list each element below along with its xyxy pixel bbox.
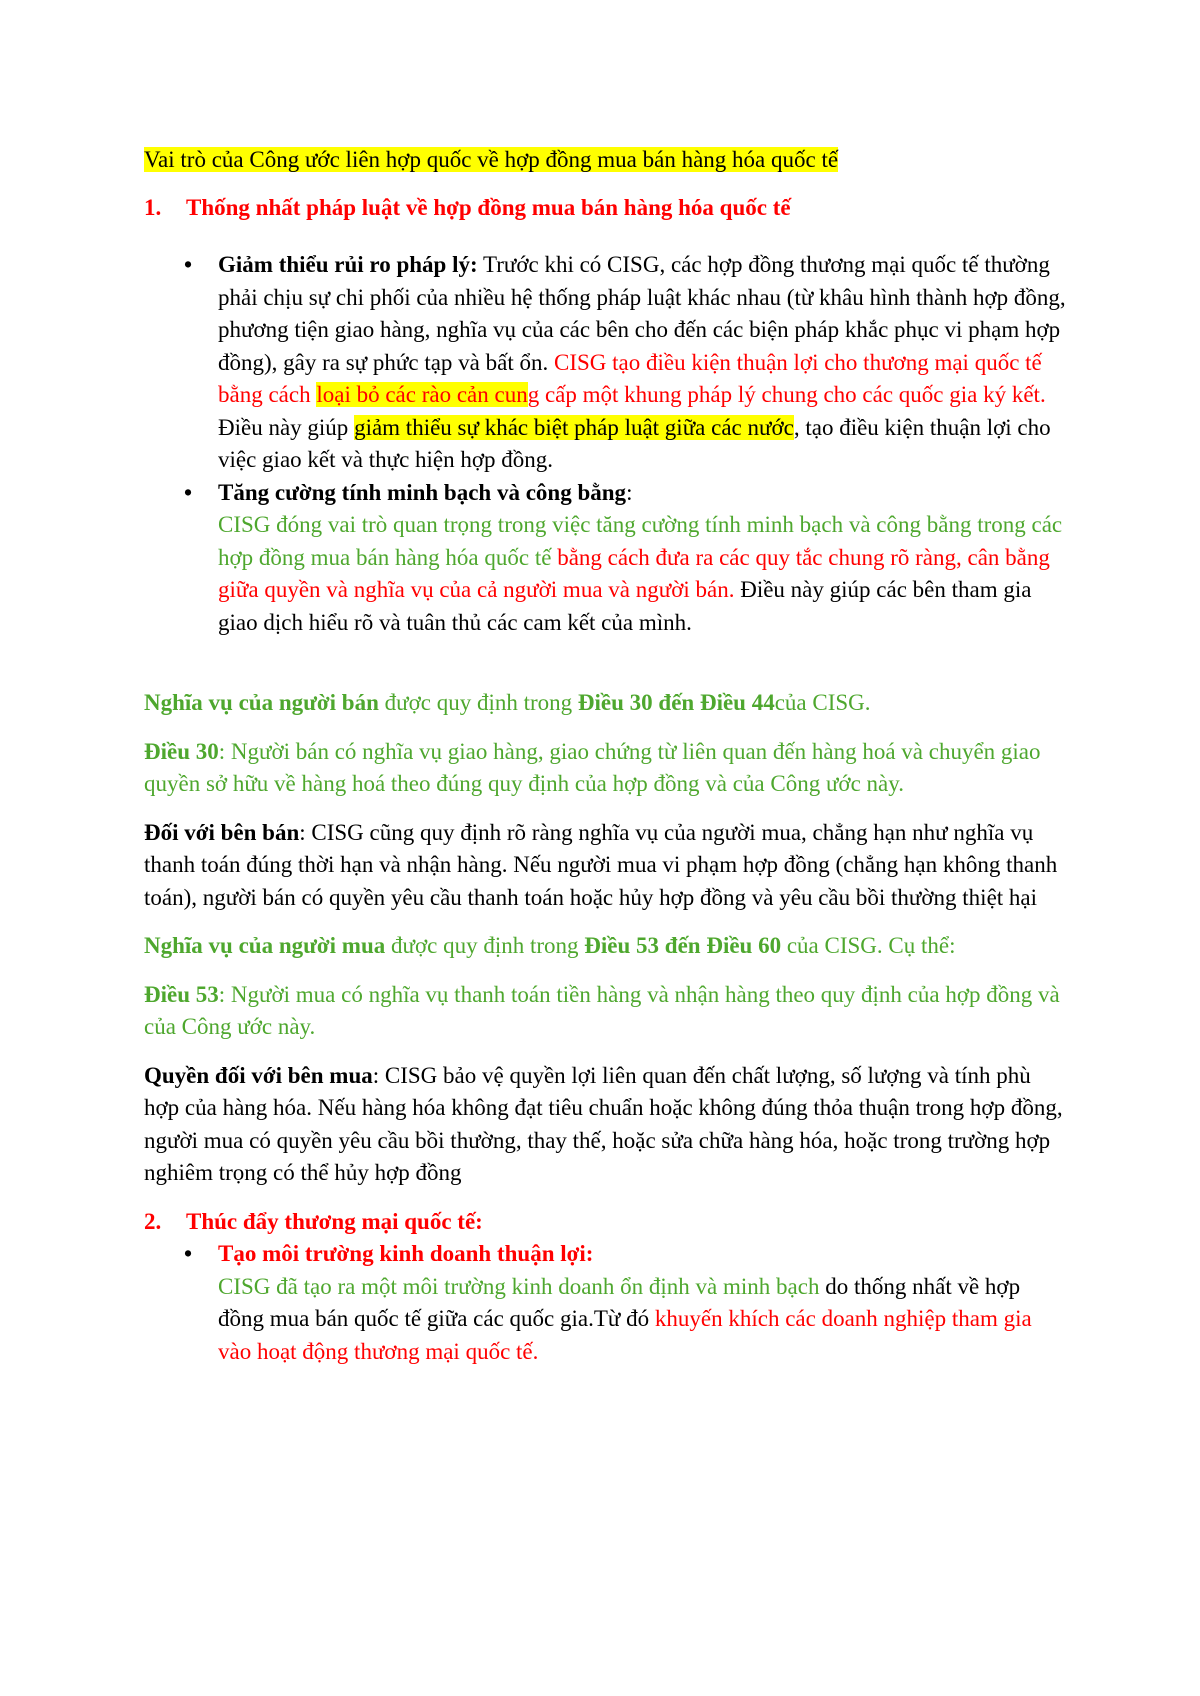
seller-rights-paragraph: Đối với bên bán: CISG cũng quy định rõ ràng nghĩa vụ của người mua, chẳng hạn như nghĩa vụ thanh toán đúng thời hạn và nhận hàng. Nếu người mua vi phạm hợp đồng (chẳng hạn không thanh toán), người bán có quyền yêu cầu thanh toán hoặc hủy hợp đồng và yêu cầu bồi thường thiệt hại xyxy=(144,819,1058,910)
list-item: • Giảm thiểu rủi ro pháp lý: Trước khi có CISG, các hợp đồng thương mại quốc tế thường phải chịu sự chi phối của nhiều hệ thống pháp luật khác nhau (từ khâu hình thành hợp đồng, phương tiện giao hàng, nghĩa vụ của các bên cho đến các biện pháp khắc phục vi phạm hợp đồng), gây ra sự phức tạp và bất ổn. CISG tạo điều kiện thuận lợi cho thương mại quốc tế bằng cách loại bỏ các rào cản cung cấp một khung pháp lý chung cho các quốc gia ký kết. Điều này giúp giảm thiểu sự khác biệt pháp luật giữa các nước, tạo điều kiện thuận lợi cho việc giao kết và thực hiện hợp đồng. xyxy=(218,249,1070,477)
article-30-paragraph: Điều 30: Người bán có nghĩa vụ giao hàng, giao chứng từ liên quan đến hàng hoá và chuyển giao quyền sở hữu về hàng hoá theo đúng quy định của hợp đồng và của Công ước này. xyxy=(144,738,1041,796)
buyer-rights-paragraph: Quyền đối với bên mua: CISG bảo vệ quyền lợi liên quan đến chất lượng, số lượng và tính phù hợp của hàng hóa. Nếu hàng hóa không đạt tiêu chuẩn hoặc không đúng thỏa thuận trong hợp đồng, người mua có quyền yêu cầu bồi thường, thay thế, hoặc sửa chữa hàng hóa, hoặc trong trường hợp nghiêm trọng có thể hủy hợp đồng xyxy=(144,1062,1063,1185)
list-item: • Tạo môi trường kinh doanh thuận lợi: CISG đã tạo ra một môi trường kinh doanh ổn định và minh bạch do thống nhất về hợp đồng mua bán quốc tế giữa các quốc gia.Từ đó khuyến khích các doanh nghiệp tham gia vào hoạt động thương mại quốc tế. xyxy=(218,1238,1070,1368)
bullet-icon: • xyxy=(184,479,193,505)
spacer xyxy=(144,639,1070,687)
section-2-heading: 2. Thúc đẩy thương mại quốc tế: xyxy=(144,1208,483,1234)
section-1-list xyxy=(144,249,1070,639)
document-title: Vai trò của Công ước liên hợp quốc về hợp đồng mua bán hàng hóa quốc tế xyxy=(144,147,839,172)
bullet-icon: • xyxy=(184,252,193,277)
seller-obligations-intro: Nghĩa vụ của người bán được quy định trong Điều 30 đến Điều 44của CISG. xyxy=(144,690,871,715)
bullet-icon: • xyxy=(184,1241,193,1266)
section-1-heading: 1. Thống nhất pháp luật về hợp đồng mua bán hàng hóa quốc tế xyxy=(144,194,791,220)
article-53-paragraph: Điều 53: Người mua có nghĩa vụ thanh toán tiền hàng và nhận hàng theo quy định của hợp đồng và của Công ước này. xyxy=(144,981,1060,1039)
buyer-obligations-intro: Nghĩa vụ của người mua được quy định trong Điều 53 đến Điều 60 của CISG. Cụ thể: xyxy=(144,933,956,958)
list-item: • Tăng cường tính minh bạch và công bằng: CISG đóng vai trò quan trọng trong việc tăng cường tính minh bạch và công bằng trong các hợp đồng mua bán hàng hóa quốc tế bằng cách đưa ra các quy tắc chung rõ ràng, cân bằng giữa quyền và nghĩa vụ của cả người mua và người bán. Điều này giúp các bên tham gia giao dịch hiểu rõ và tuân thủ các cam kết của mình. xyxy=(218,477,1070,640)
section-2-list xyxy=(144,1238,1070,1368)
